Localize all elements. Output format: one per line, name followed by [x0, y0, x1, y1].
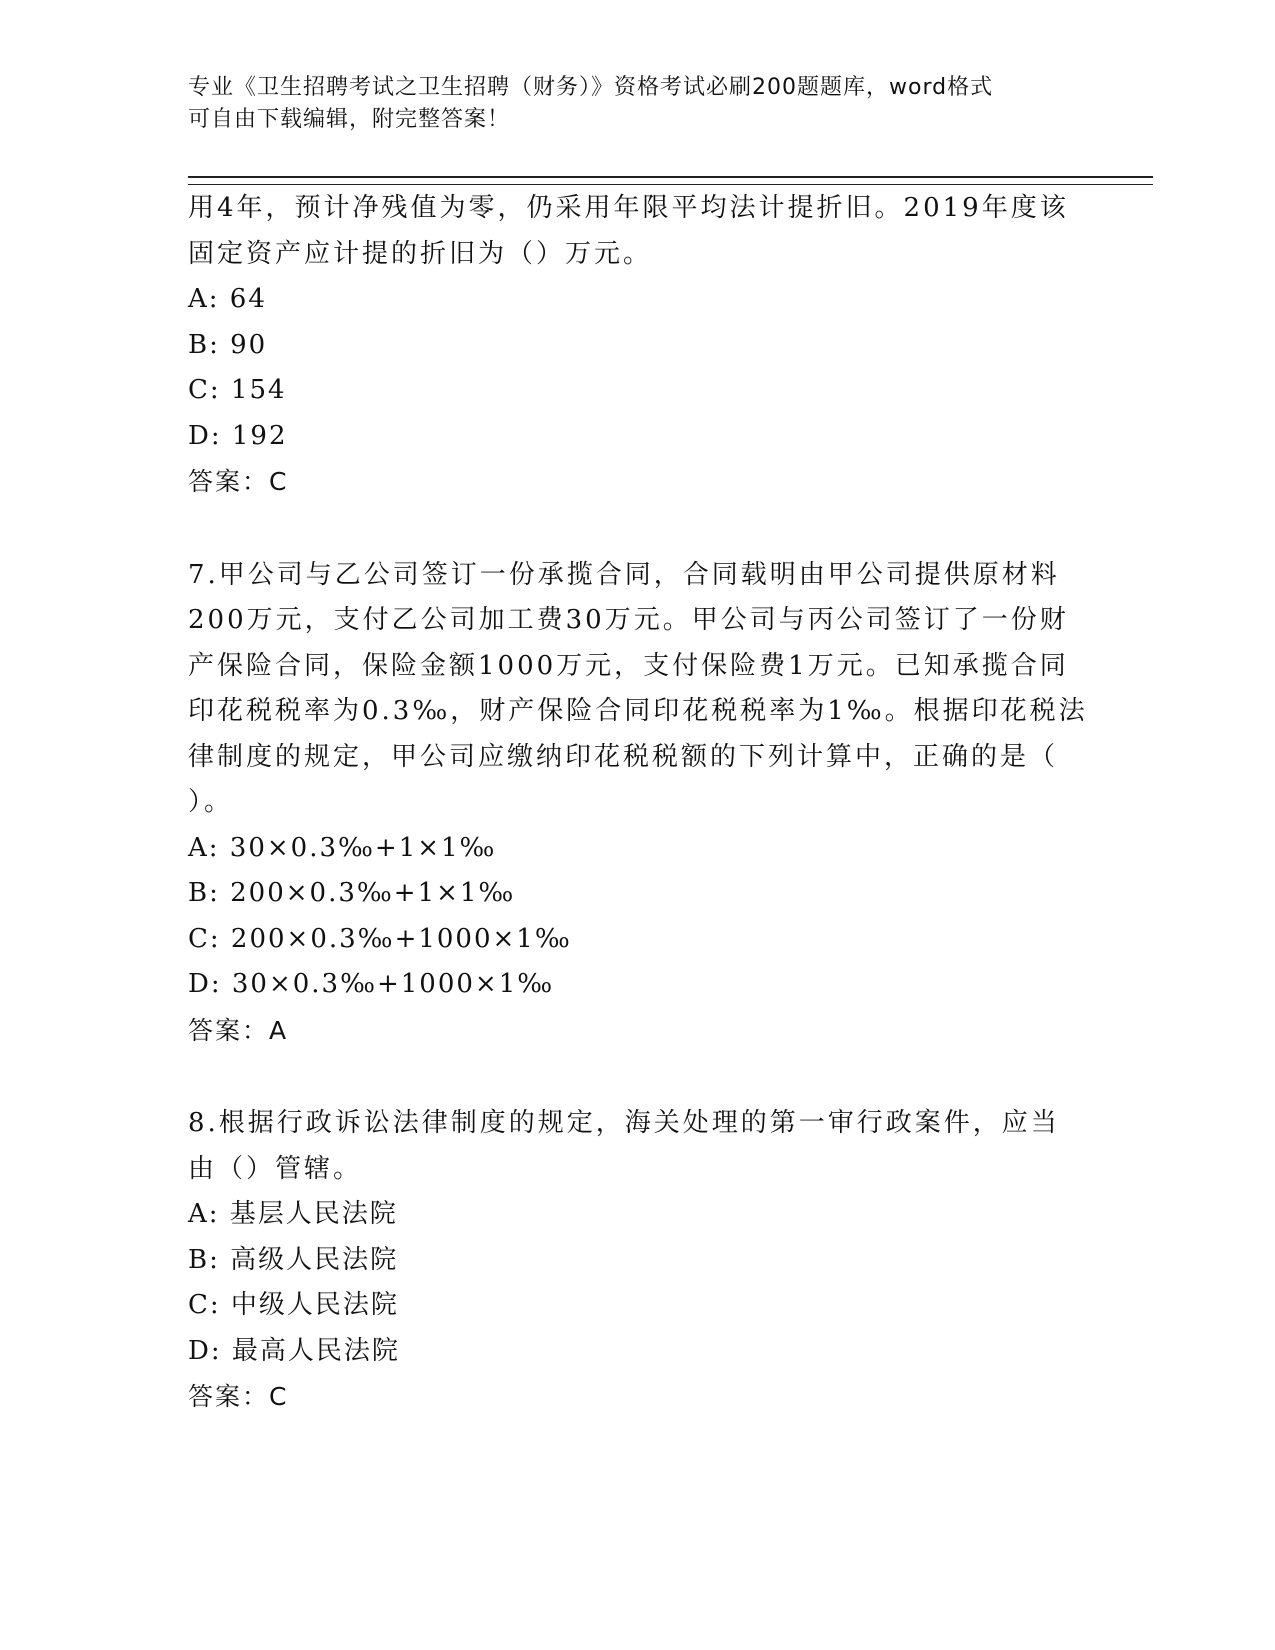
- answer-line: 答案：C: [188, 1382, 289, 1411]
- question-spacer: [188, 505, 1088, 553]
- answer-line: 答案：A: [188, 1015, 289, 1045]
- question-spacer: [188, 1053, 1088, 1101]
- option-c: C: 154: [188, 375, 287, 405]
- question-stem-line: 用4年，预计净残值为零，仍采用年限平均法计提折旧。2019年度该: [188, 193, 1069, 223]
- option-c: C: 中级人民法院: [188, 1290, 399, 1320]
- option-a: A: 基层人民法院: [188, 1199, 398, 1229]
- option-b: B: 90: [188, 329, 268, 360]
- header-divider: [188, 176, 1153, 185]
- document-body: [188, 186, 1088, 1420]
- question-stem-line: 由（）管辖。: [188, 1153, 363, 1184]
- document-header: [188, 72, 1068, 136]
- question-stem-line: 律制度的规定，甲公司应缴纳印花税税额的下列计算中，正确的是（: [188, 741, 1059, 772]
- header-title-line-1: 专业《卫生招聘考试之卫生招聘（财务）》资格考试必刷200题题库，word格式: [188, 75, 994, 100]
- option-d: D: 最高人民法院: [188, 1335, 400, 1366]
- question-stem-line: 固定资产应计提的折旧为（）万元。: [188, 238, 653, 269]
- option-d: D: 192: [188, 420, 288, 451]
- option-d: D: 30×0.3‰+1000×1‰: [188, 969, 555, 999]
- question-6: [188, 186, 1088, 505]
- question-stem-line: 200万元，支付乙公司加工费30万元。甲公司与丙公司签订了一份财: [188, 605, 1069, 635]
- question-stem-line: 产保险合同，保险金额1000万元，支付保险费1万元。已知承揽合同: [188, 650, 1069, 681]
- answer-line: 答案：C: [188, 467, 289, 496]
- question-8: [188, 1101, 1088, 1420]
- option-a: A: 30×0.3‰+1×1‰: [188, 832, 497, 863]
- question-stem-line: 7.甲公司与乙公司签订一份承揽合同，合同载明由甲公司提供原材料: [188, 559, 1060, 590]
- option-b: B: 200×0.3‰+1×1‰: [188, 878, 516, 908]
- option-a: A: 64: [188, 284, 267, 314]
- option-c: C: 200×0.3‰+1000×1‰: [188, 923, 572, 954]
- option-b: B: 高级人民法院: [188, 1244, 399, 1275]
- question-stem-line: 8.根据行政诉讼法律制度的规定，海关处理的第一审行政案件，应当: [188, 1108, 1060, 1138]
- question-7: [188, 553, 1088, 1054]
- header-title-line-2: 可自由下载编辑，附完整答案！: [188, 107, 511, 132]
- question-stem-line: ）。: [188, 787, 234, 817]
- question-stem-line: 印花税税率为0.3‰，财产保险合同印花税税率为1‰。根据印花税法: [188, 696, 1088, 726]
